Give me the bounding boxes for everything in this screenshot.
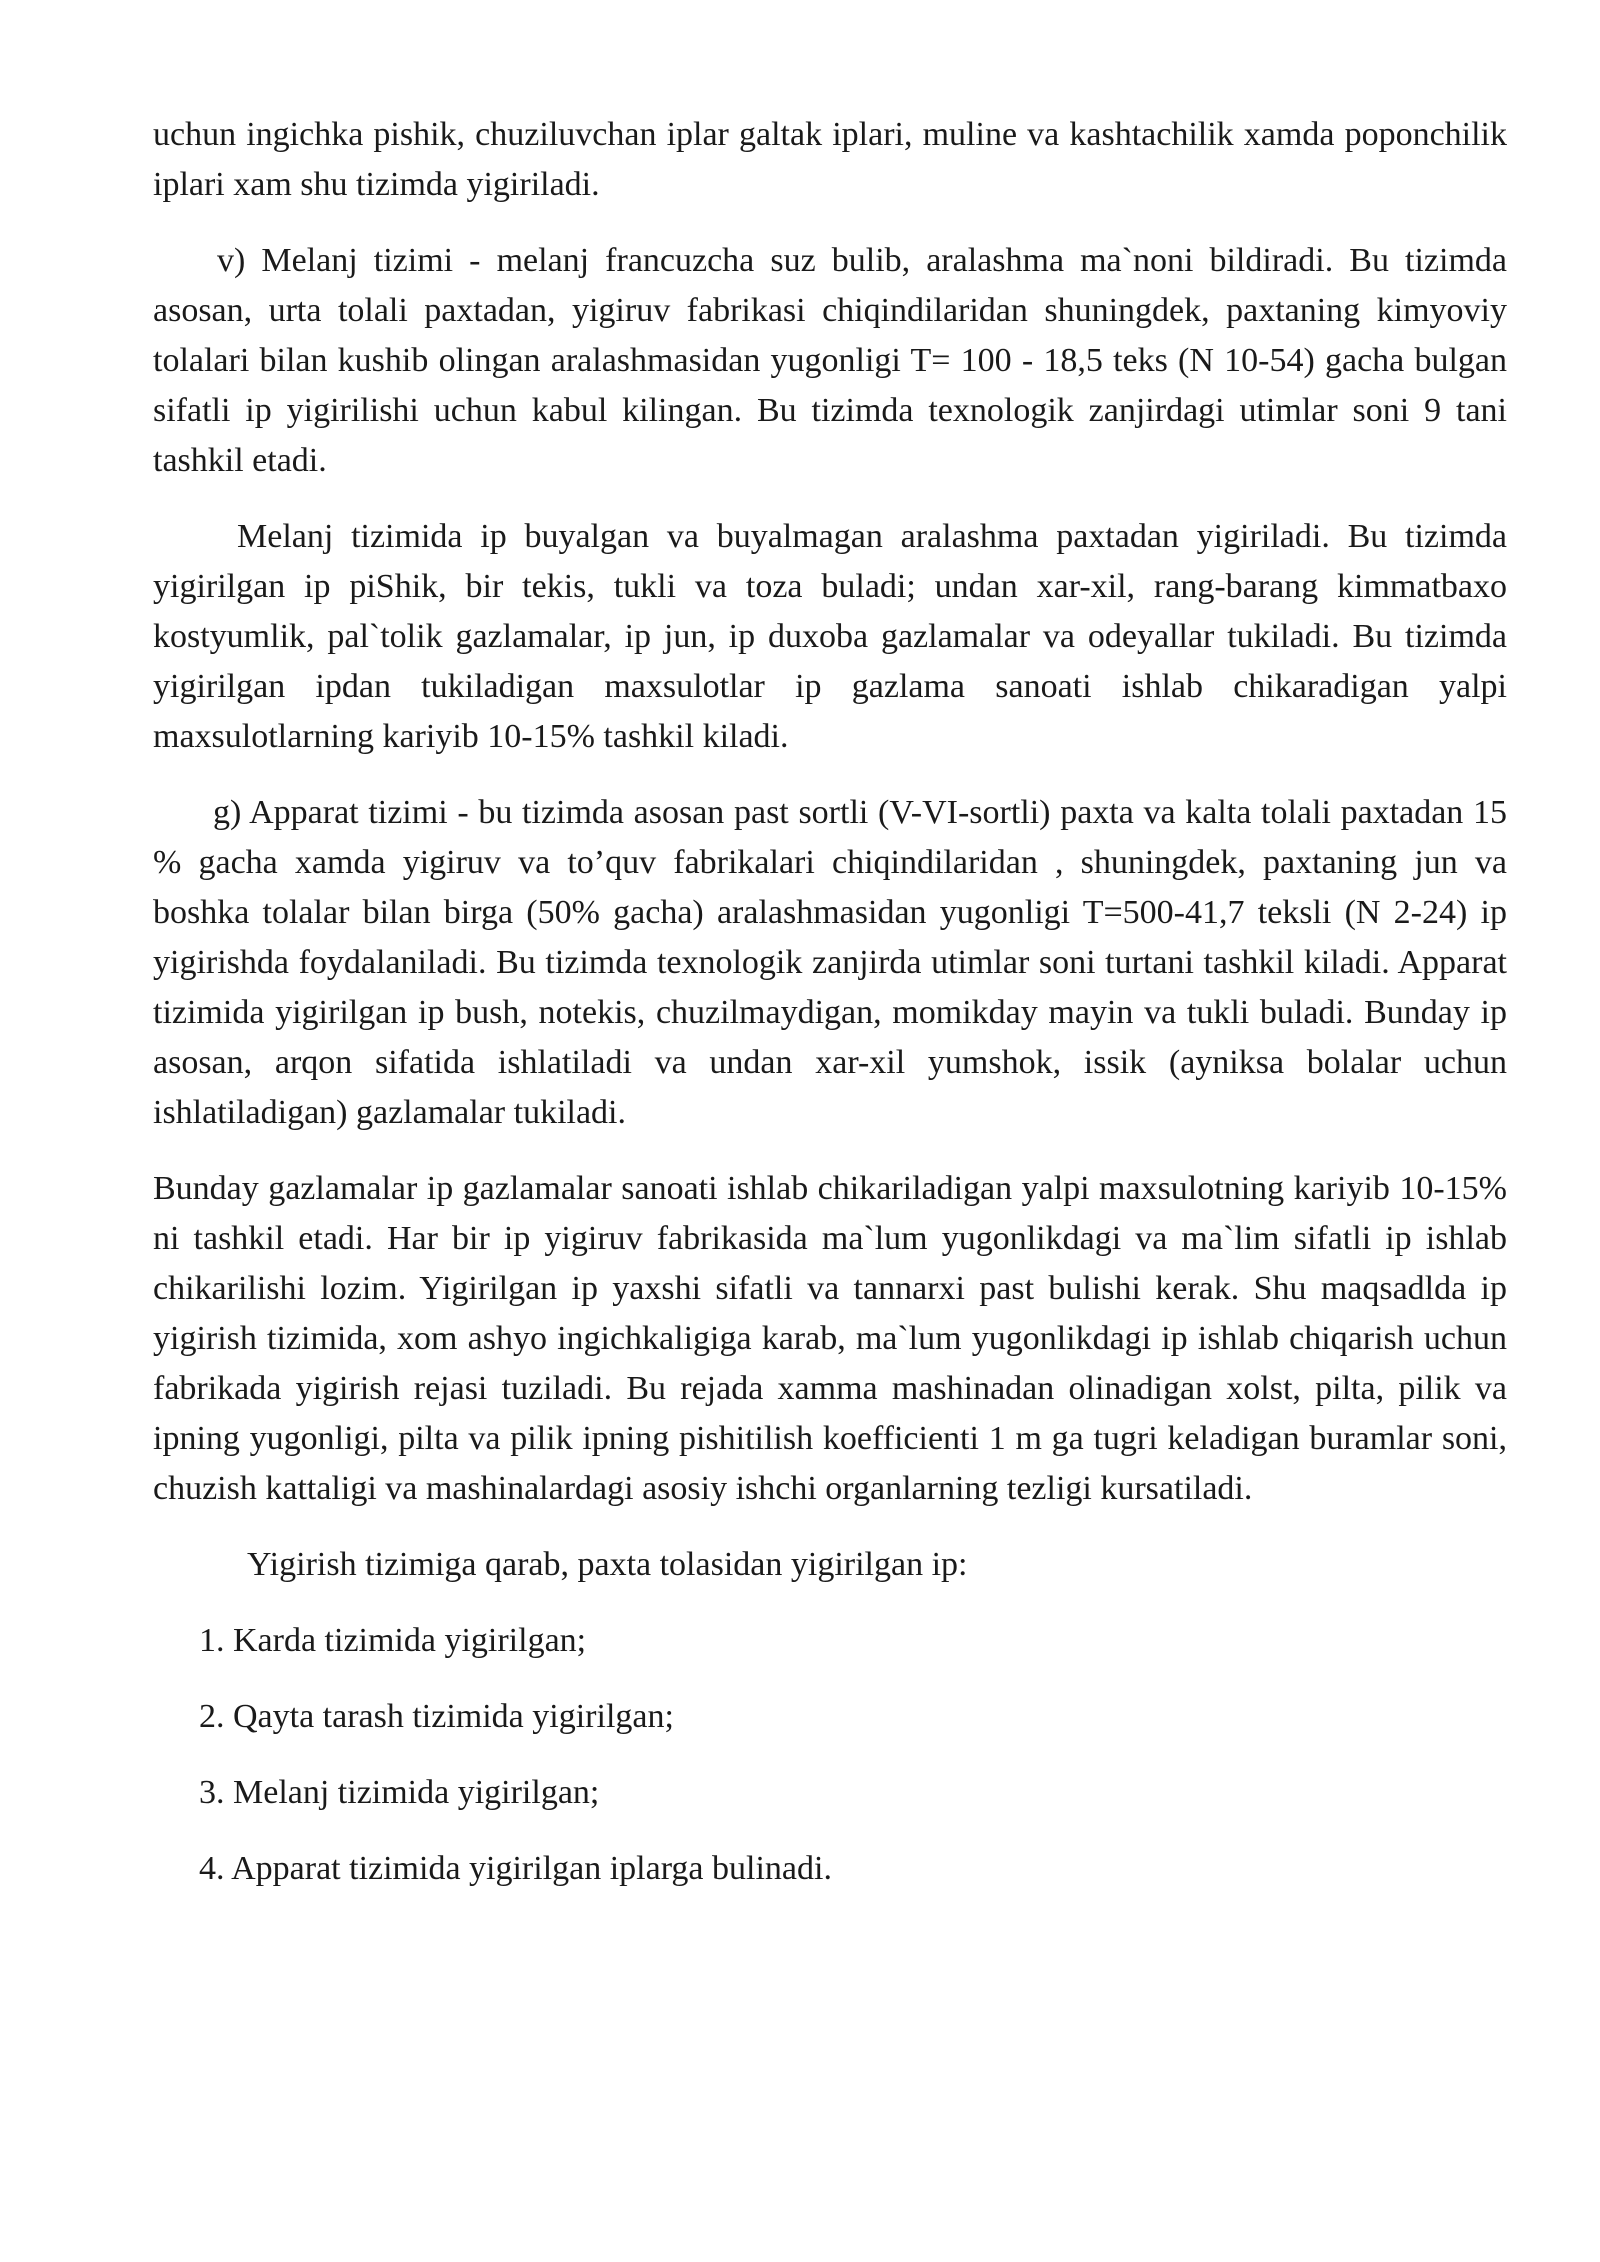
yarn-type-list bbox=[153, 1616, 1507, 1894]
document-page bbox=[153, 110, 1507, 1920]
paragraph-spinning-plan: Bunday gazlamalar ip gazlamalar sanoati ishlab chikariladigan yalpi maxsulotning kariyib 10-15% ni tashkil etadi. Har bir ip yigiruv fabrikasida ma`lum yugonlikdagi va ma`lim sifatli ip ishlab chikarilishi lozim. Yigirilgan ip yaxshi sifatli va tannarxi past bulishi kerak. Shu maqsadlda ip yigirish tizimida, xom ashyo ingichkaligiga karab, ma`lum yugonlikdagi ip ishlab chiqarish uchun fabrikada yigirish rejasi tuziladi. Bu rejada xamma mashinadan olinadigan xolst, pilta, pilik va ipning yugonligi, pilta va pilik ipning pishitilish koefficienti 1 m ga tugri keladigan buramlar soni, chuzish kattaligi va mashinalardagi asosiy ishchi organlarning tezligi kursatiladi. bbox=[153, 1170, 1507, 1507]
list-item: 4. Apparat tizimida yigirilgan iplarga bulinadi. bbox=[199, 1850, 832, 1887]
list-intro: Yigirish tizimiga qarab, paxta tolasidan yigirilgan ip: bbox=[247, 1546, 968, 1583]
paragraph-melanj-system: v) Melanj tizimi - melanj francuzcha suz bulib, aralashma ma`noni bildiradi. Bu tizimda asosan, urta tolali paxtadan, yigiruv fabrikasi chiqindilaridan shuningdek, paxtaning kimyoviy tolalari bilan kushib olingan aralashmasidan yugonligi T= 100 - 18,5 teks (N 10-54) gacha bulgan sifatli ip yigirilishi uchun kabul kilingan. Bu tizimda texnologik zanjirdagi utimlar soni 9 tani tashkil etadi. bbox=[153, 242, 1507, 479]
list-item: 2. Qayta tarash tizimida yigirilgan; bbox=[199, 1698, 674, 1735]
list-item: 1. Karda tizimida yigirilgan; bbox=[199, 1622, 587, 1659]
paragraph-continuation: uchun ingichka pishik, chuziluvchan iplar galtak iplari, muline va kashtachilik xamda poponchilik iplari xam shu tizimda yigiriladi. bbox=[153, 116, 1507, 203]
paragraph-melanj-yarn: Melanj tizimida ip buyalgan va buyalmagan aralashma paxtadan yigiriladi. Bu tizimda yigirilgan ip piShik, bir tekis, tukli va toza buladi; undan xar-xil, rang-barang kimmatbaxo kostyumlik, pal`tolik gazlamalar, ip jun, ip duxoba gazlamalar va odeyallar tukiladi. Bu tizimda yigirilgan ipdan tukiladigan maxsulotlar ip gazlama sanoati ishlab chikaradigan yalpi maxsulotlarning kariyib 10-15% tashkil kiladi. bbox=[153, 518, 1507, 755]
paragraph-apparat-system: g) Apparat tizimi - bu tizimda asosan past sortli (V-VI-sortli) paxta va kalta tolali paxtadan 15 % gacha xamda yigiruv va to’quv fabrikalari chiqindilaridan , shuningdek, paxtaning jun va boshka tolalar bilan birga (50% gacha) aralashmasidan yugonligi T=500-41,7 teksli (N 2-24) ip yigirishda foydalaniladi. Bu tizimda texnologik zanjirda utimlar soni turtani tashkil kiladi. Apparat tizimida yigirilgan ip bush, notekis, chuzilmaydigan, momikday mayin va tukli buladi. Bunday ip asosan, arqon sifatida ishlatiladi va undan xar-xil yumshok, issik (ayniksa bolalar uchun ishlatiladigan) gazlamalar tukiladi. bbox=[153, 794, 1507, 1131]
list-item: 3. Melanj tizimida yigirilgan; bbox=[199, 1774, 600, 1811]
